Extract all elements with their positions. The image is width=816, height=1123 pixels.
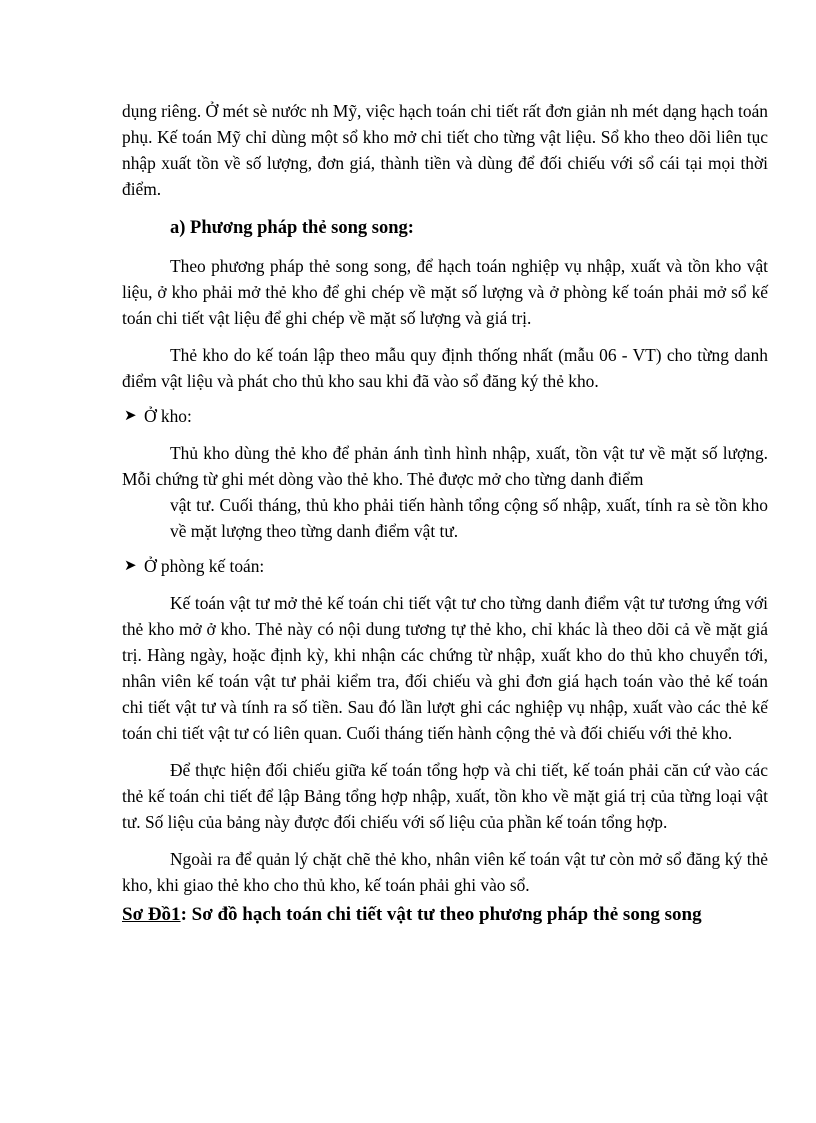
paragraph-warehouse-1: Thủ kho dùng thẻ kho để phản ánh tình hình nhập, xuất, tồn vật tư về mặt số lượng. Mỗi chứng từ ghi mét dòng vào thẻ kho. Thẻ được mở cho từng danh điểm: [122, 443, 768, 489]
paragraph-warehouse-2: vật tư. Cuối tháng, thủ kho phải tiến hành tổng cộng số nhập, xuất, tính ra sè tồn kho về mặt lượng theo từng danh điểm vật tư.: [170, 495, 768, 541]
bullet-warehouse: [122, 403, 768, 429]
arrowhead-bullet-icon: ➤: [124, 558, 137, 574]
section-heading-a: a) Phương pháp thẻ song song:: [170, 218, 414, 238]
diagram-caption: [122, 900, 768, 930]
bullet-accounting-label: Ở phòng kế toán:: [144, 556, 265, 576]
diagram-label: Sơ Đồ1: [122, 904, 181, 925]
bullet-warehouse-label: Ở kho:: [144, 406, 192, 426]
paragraph-register: Ngoài ra để quản lý chặt chẽ thẻ kho, nhân viên kế toán vật tư còn mở sổ đăng ký thẻ kho, khi giao thẻ kho cho thủ kho, kế toán phải ghi vào sổ.: [122, 849, 768, 895]
paragraph-reconcile: Để thực hiện đối chiếu giữa kế toán tổng hợp và chi tiết, kế toán phải căn cứ vào các thẻ kế toán chi tiết để lập Bảng tổng hợp nhập, xuất, tồn kho về mặt giá trị của từng loại vật tư. Số liệu của bảng này được đối chiếu với số liệu của phần kế toán tổng hợp.: [122, 760, 768, 832]
paragraph-method: Theo phương pháp thẻ song song, để hạch toán nghiệp vụ nhập, xuất và tồn kho vật liệu, ở kho phải mở thẻ kho để ghi chép về mặt số lượng và ở phòng kế toán phải mở sổ kế toán chi tiết vật liệu để ghi chép về mặt số lượng và giá trị.: [122, 256, 768, 328]
paragraph-card: Thẻ kho do kế toán lập theo mẫu quy định thống nhất (mẫu 06 - VT) cho từng danh điểm vật liệu và phát cho thủ kho sau khi đã vào sổ đăng ký thẻ kho.: [122, 345, 768, 391]
paragraph-intro: dụng riêng. Ở mét sè nước nh Mỹ, việc hạch toán chi tiết rất đơn giản nh mét dạng hạch toán phụ. Kế toán Mỹ chỉ dùng một sổ kho mở chi tiết cho từng vật liệu. Sổ kho theo dõi liên tục nhập xuất tồn về số lượng, đơn giá, thành tiền và dùng để đối chiếu với sổ cái tại mọi thời điểm.: [122, 101, 768, 199]
document-page: [122, 98, 768, 930]
bullet-accounting: [122, 553, 768, 579]
diagram-title-text: : Sơ đồ hạch toán chi tiết vật tư theo phương pháp thẻ song song: [180, 904, 702, 925]
paragraph-accounting: Kế toán vật tư mở thẻ kế toán chi tiết vật tư cho từng danh điểm vật tư tương ứng với thẻ kho mở ở kho. Thẻ này có nội dung tương tự thẻ kho, chỉ khác là theo dõi cả về mặt giá trị. Hàng ngày, hoặc định kỳ, khi nhận các chứng từ nhập, xuất kho do thủ kho chuyển tới, nhân viên kế toán vật tư phải kiểm tra, đối chiếu và ghi đơn giá hạch toán vào thẻ kế toán chi tiết vật tư và tính ra số tiền. Sau đó lần lượt ghi các nghiệp vụ nhập, xuất vào các thẻ kế toán chi tiết vật tư có liên quan. Cuối tháng tiến hành cộng thẻ và đối chiếu với thẻ kho.: [122, 593, 768, 743]
arrowhead-bullet-icon: ➤: [124, 408, 137, 424]
